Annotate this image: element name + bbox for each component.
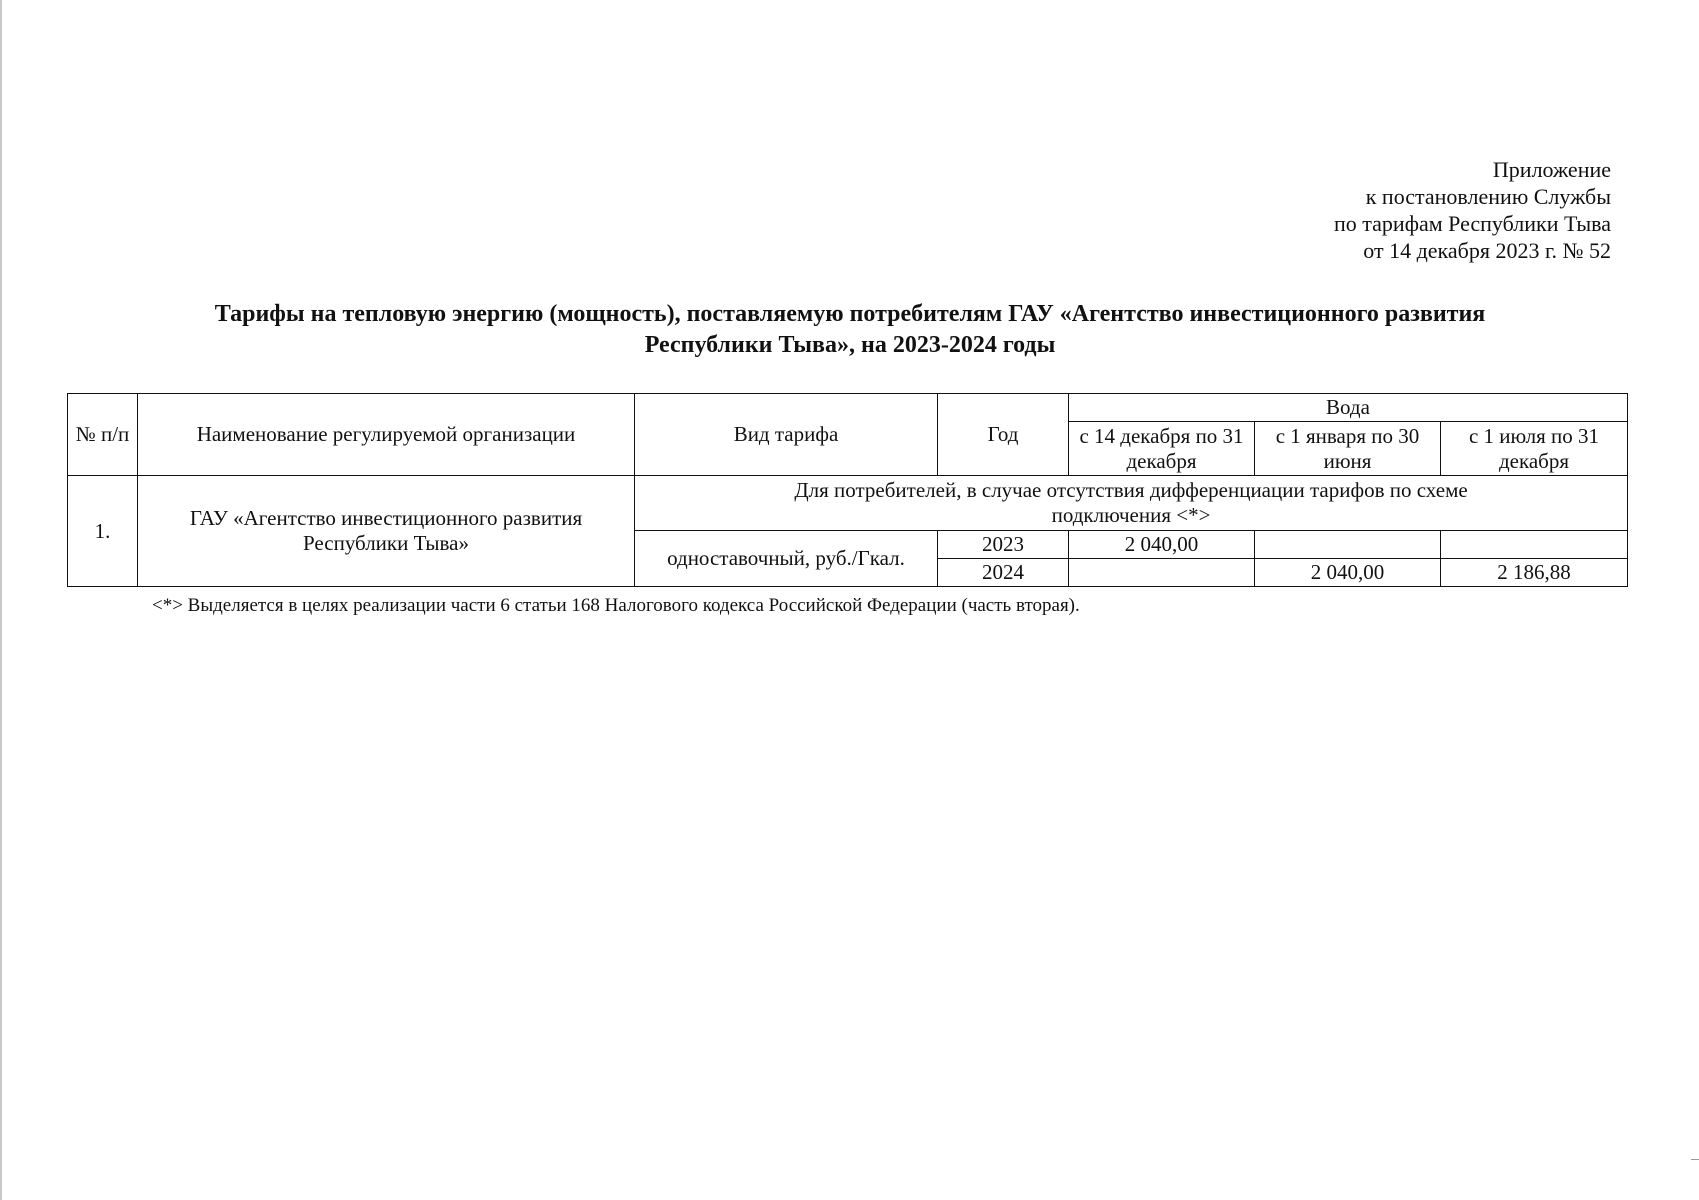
header-tariff-type: Вид тарифа [635, 394, 938, 476]
scan-edge [0, 0, 2, 1200]
row-value [1441, 531, 1628, 559]
row-tariff-type: одноставочный, руб./Гкал. [635, 531, 938, 587]
header-row [68, 394, 1628, 422]
row-organization: ГАУ «Агентство инвестиционного развития Республики Тыва» [138, 476, 635, 587]
row-value: 2 040,00 [1069, 531, 1255, 559]
header-water: Вода [1069, 394, 1628, 422]
row-number: 1. [68, 476, 138, 587]
row-value [1255, 531, 1441, 559]
header-year: Год [938, 394, 1069, 476]
header-period-2: с 1 января по 30 июня [1255, 422, 1441, 476]
appendix-line: от 14 декабря 2023 г. № 52 [1363, 238, 1611, 263]
row-value: 2 040,00 [1255, 559, 1441, 587]
header-number: № п/п [68, 394, 138, 476]
appendix-line: по тарифам Республики Тыва [1334, 211, 1611, 236]
appendix-line: Приложение [1492, 157, 1611, 182]
document-title [60, 299, 1640, 361]
appendix-line: к постановлению Службы [1365, 184, 1611, 209]
table-row [68, 476, 1628, 531]
appendix-block [1334, 156, 1611, 264]
header-organization: Наименование регулируемой организации [138, 394, 635, 476]
row-year: 2024 [938, 559, 1069, 587]
row-value: 2 186,88 [1441, 559, 1628, 587]
header-period-1: с 14 декабря по 31 декабря [1069, 422, 1255, 476]
row-year: 2023 [938, 531, 1069, 559]
tariff-table [67, 393, 1628, 587]
title-line: Республики Тыва», на 2023-2024 годы [644, 332, 1056, 358]
row-value [1069, 559, 1255, 587]
header-period-3: с 1 июля по 31 декабря [1441, 422, 1628, 476]
consumers-note: Для потребителей, в случае отсутствия дифференциации тарифов по схеме подключения <*> [635, 476, 1628, 531]
scan-mark [1691, 1159, 1699, 1160]
footnote: <*> Выделяется в целях реализации части 6 статьи 168 Налогового кодекса Российской Федерации (часть вторая). [152, 595, 1080, 616]
title-line: Тарифы на тепловую энергию (мощность), поставляемую потребителям ГАУ «Агентство инвестиционного развития [214, 301, 1486, 327]
